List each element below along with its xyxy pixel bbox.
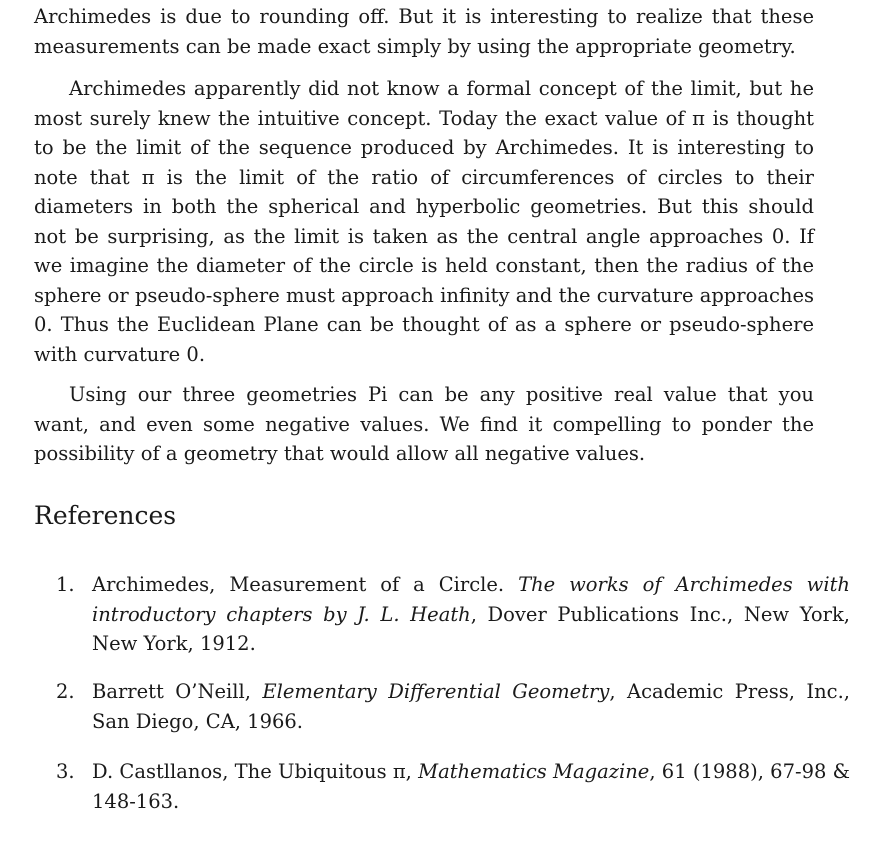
reference-publisher: , 61 (1988), 67-98 & 148-163. <box>92 760 850 813</box>
references-heading: References <box>34 501 177 530</box>
reference-item <box>56 570 850 659</box>
reference-title: The works of Archimedes with introductory chapters by J. L. Heath <box>92 573 850 626</box>
paragraph-continuation: Archimedes is due to rounding off. But it is interesting to realize that these measurements can be made exact simply by using the appropriate geometry. <box>34 5 814 58</box>
reference-title: Mathematics Magazine <box>418 760 650 783</box>
reference-title: Elementary Differential Geometry <box>262 680 610 703</box>
reference-text: D. Castllanos, The Ubiquitous π, <box>92 760 419 783</box>
paragraph-limit-concept: Archimedes apparently did not know a formal concept of the limit, but he most surely knew the intuitive concept. Today the exact value of π is thought to be the limit of the sequence produced by Archimedes. It is interesting to note that π is the limit of the ratio of circumferences of circles to their diameters in both the spherical and hyperbolic geometries. But this should not be surprising, as the limit is taken as the central angle approaches 0. If we imagine the diameter of the circle is held constant, then the radius of the sphere or pseudo-sphere must approach infinity and the curvature approaches 0. Thus the Euclidean Plane can be thought of as a sphere or pseudo-sphere with curvature 0. <box>34 77 814 366</box>
reference-publisher: , Academic Press, Inc., San Diego, CA, 1966. <box>92 680 851 733</box>
reference-publisher: , Dover Publications Inc., New York, New York, 1912. <box>92 602 850 655</box>
reference-number: 3. <box>56 760 75 783</box>
reference-text: Archimedes, Measurement of a Circle. <box>92 573 519 596</box>
reference-number: 2. <box>56 680 75 703</box>
reference-number: 1. <box>56 573 75 596</box>
reference-item <box>56 677 850 736</box>
paragraph-three-geometries: Using our three geometries Pi can be any positive real value that you want, and even some negative values. We find it compelling to ponder the possibility of a geometry that would allow all negative values. <box>34 383 814 465</box>
reference-text: Barrett O’Neill, <box>92 680 263 703</box>
reference-item <box>56 757 850 816</box>
